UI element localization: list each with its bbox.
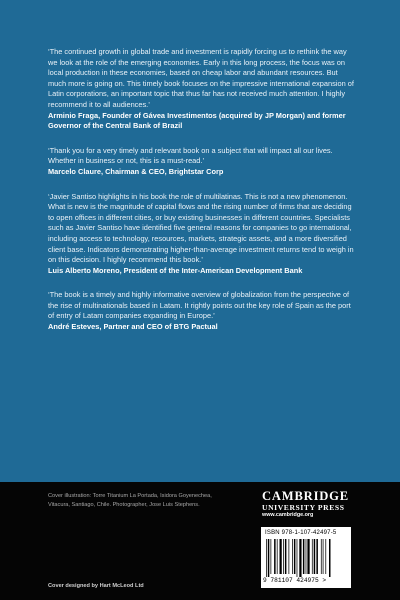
barcode-bar [274,539,276,574]
barcode-bar [323,539,324,574]
barcode-bar [266,539,267,577]
barcode-bar [292,539,293,574]
quote-attribution: André Esteves, Partner and CEO of BTG Pactual [48,322,218,332]
photo-credit: Cover illustration: Torre Titanium La Portada, Isidora Goyenechea, Vitacura, Santiago, Chile. Photographer, Jose Luis Stephens. [48,493,212,508]
cover-designer-credit: Cover designed by Hart McLeod Ltd [48,583,144,589]
publisher-logo [262,490,362,519]
barcode-panel [261,527,351,588]
endorsement-quote [48,146,354,178]
barcode-bar [312,539,313,574]
endorsement-quote [48,192,354,277]
barcode-bar [329,539,331,577]
barcode-bar [303,539,305,574]
barcode-bar [289,539,290,574]
barcode-bar [325,539,326,574]
barcode-bar [306,539,307,574]
barcode-bar [316,539,318,574]
endorsement-quote [48,47,354,132]
barcode-bar [268,539,270,577]
barcode-bar [271,539,272,574]
barcode-bar [294,539,296,574]
quote-text: ‘The book is a timely and highly informative overview of globalization from the perspective of the rise of multinationals based in Latam. It rightly points out the key role of Spain as the port of entry of Latam companies expanding in Europe.’ [48,290,351,321]
footer-band [0,482,400,600]
quote-attribution: Arminio Fraga, Founder of Gávea Investimentos (acquired by JP Morgan) and former Governor of the Central Bank of Brazil [48,110,346,131]
barcode-icon [265,539,347,577]
quote-attribution: Luis Alberto Moreno, President of the Inter-American Development Bank [48,265,303,275]
quote-text: ‘Thank you for a very timely and relevant book on a subject that will impact all our lives. Whether in business or not, this is a must-read.’ [48,145,333,166]
quote-attribution: Marcelo Claure, Chairman & CEO, Brightstar Corp [48,166,224,176]
barcode-bar [314,539,316,574]
barcode-bar [297,539,298,577]
barcode-bar [283,539,284,574]
barcode-bar [280,539,282,574]
endorsement-quote [48,290,354,332]
quote-text: ‘The continued growth in global trade and investment is rapidly forcing us to rethink the way we look at the role of the emerging economies. Early in this long process, the focus was on local production in these economies, based on cheap labor and abundant resources. But much more is going on. This timely book focuses on the impressive international expansion of Latin corporations, an important topic that thus far has not received much attention. I highly recommend it to all audiences.’ [48,47,354,109]
publisher-subtitle: UNIVERSITY PRESS [262,503,345,512]
barcode-bar [321,539,322,574]
barcode-bar [307,539,309,574]
publisher-url: www.cambridge.org [262,512,314,518]
publisher-name: CAMBRIDGE [262,489,349,503]
isbn-label: ISBN 978-1-107-42497-5 [265,530,337,536]
barcode-bar [285,539,287,574]
barcode-bar [299,539,301,577]
quote-text: ‘Javier Santiso highlights in his book the role of multilatinas. This is not a new phenomenon. What is new is the magnitude of capital flows and the rising number of firms that are deciding to open offices in different cities, or buy existing businesses in different countries. Specialists such as Javier Santiso have identified five general reasons for companies to go international, including access to technology, resources, markets, strategic assets, and a more diversified client base. Indicators demonstrating higher-than-average investment returns tend to weigh in on this decision. I highly recommend this book.’ [48,191,354,265]
barcode-digits: 9 781107 424975 > [263,577,327,584]
barcode-bar [277,539,278,574]
